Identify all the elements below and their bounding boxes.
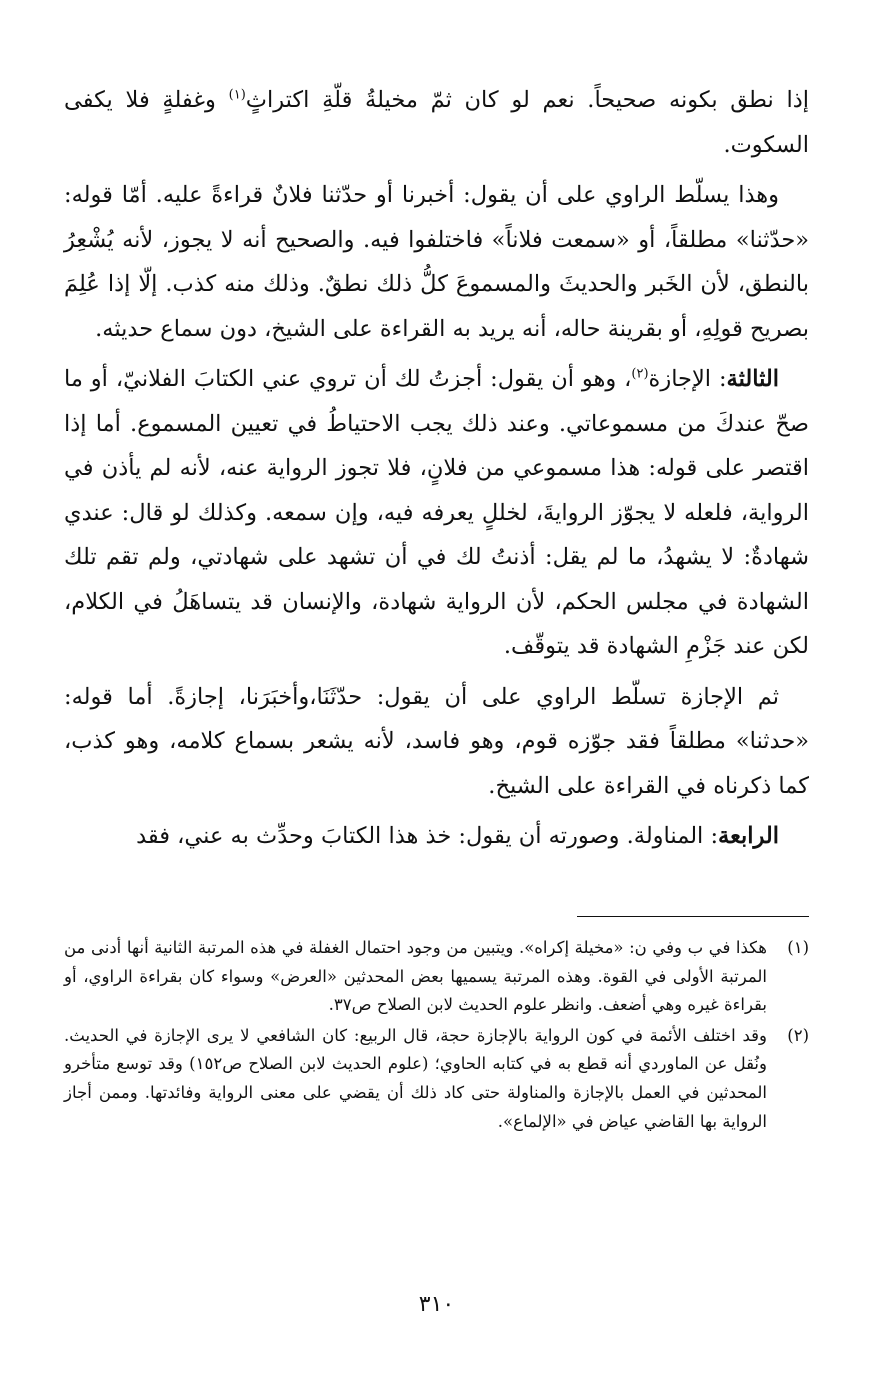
paragraph-1-end: وغفلةٍ فلا يكفى السكوت. <box>64 87 809 158</box>
paragraph-2: وهذا يسلّط الراوي على أن يقول: أخبرنا أو حدّثنا فلانٌ قراءةً عليه. أمّا قوله: «حدّثنا» مطلقاً، أو «سمعت فلاناً» فاختلفوا فيه. والصحيح أنه لا يجوز، لأنه يُشْعِرُ بالنطق، لأن الخَبر والحديثَ والمسموعَ كلُّ ذلك نطقٌ. وذلك منه كذب. إلّا إذا عُلِمَ بصريح قولِهِ، أو بقرينة حاله، أنه يريد به القراءة على الشيخ، دون سماع حديثه. <box>64 182 809 342</box>
main-text <box>64 78 809 859</box>
section-heading-third: الثالثة <box>726 366 779 392</box>
footnote-divider <box>577 916 809 917</box>
footnote-1-number: (١) <box>787 938 809 957</box>
footnote-ref-1: (١) <box>228 87 246 103</box>
paragraph-5-text: : المناولة. وصورته أن يقول: خذ هذا الكتابَ وحدِّث به عني، فقد <box>136 823 719 849</box>
footnote-2 <box>64 1022 809 1136</box>
footnote-2-number: (٢) <box>787 1025 809 1045</box>
paragraph-3 <box>64 357 809 669</box>
footnote-1-text: هكذا في ب وفي ن: «مخيلة إكراه». ويتبين من وجود احتمال الغفلة في هذه المرتبة الثانية أنها أدنى من المرتبة الأولى في القوة. وهذه المرتبة يسميها بعض المحدثين «العرض» وسواء كان بقراءة الراوي، أو بقراءة غيره وهي أضعف. وانظر علوم الحديث لابن الصلاح ص٣٧. <box>64 938 767 1015</box>
section-heading-fourth: الرابعة <box>718 823 779 849</box>
paragraph-5 <box>64 814 809 859</box>
footnote-1 <box>64 934 809 1020</box>
footnotes <box>64 934 809 1138</box>
paragraph-1-text: إذا نطق بكونه صحيحاً. نعم لو كان ثمّ مخيلةُ قلّةِ اكتراثٍ <box>245 87 809 113</box>
paragraph-1 <box>64 78 809 167</box>
page-number: ٣١٠ <box>418 1292 455 1317</box>
footnote-ref-2: (٢) <box>631 366 649 382</box>
footnote-2-text: وقد اختلف الأئمة في كون الرواية بالإجازة حجة، قال الربيع: كان الشافعي لا يرى الإجازة في الحديث. ونُقل عن الماوردي أنه قطع به في كتابه الحاوي؛ (علوم الحديث لابن الصلاح ص١٥٢) وقد توسع متأخرو المحدثين في العمل بالإجازة والمناولة حتى كاد ذلك أن يقضي على معنى الرواية وفائدتها. وممن أجاز الرواية بها القاضي عياض في «الإلماع». <box>64 1025 767 1131</box>
paragraph-4: ثم الإجازة تسلّط الراوي على أن يقول: حدّثَنَا،وأخبَرَنا، إجازةً. أما قوله: «حدثنا» مطلقاً فقد جوّزه قوم، وهو فاسد، لأنه يشعر بسماع كلامه، وهو كذب، كما ذكرناه في القراءة على الشيخ. <box>64 683 809 799</box>
paragraph-3-text-a: : الإجازة <box>648 366 727 392</box>
paragraph-3-text-b: ، وهو أن يقول: أجزتُ لك أن تروي عني الكتابَ الفلانيّ، أو ما صحّ عندكَ من مسموعاتي. وعند ذلك يجب الاحتياطُ في تعيين المسموع. أما إذا اقتصر على قوله: هذا مسموعي من فلانٍ، فلا تجوز الرواية عنه، لأنه لم يأذن في الرواية، فلعله لا يجوّز الروايةَ، لخللٍ يعرفه فيه، وإن سمعه. وكذلك لو قال: عندي شهادةٌ: لا يشهدُ، ما لم يقل: أذنتُ لك في أن تشهد على شهادتي، ولم تقم تلك الشهادة في مجلس الحكم، لأن الرواية شهادة، والإنسان قد يتساهَلُ في الكلام، لكن عند جَزْمِ الشهادة قد يتوقّف. <box>64 366 809 659</box>
